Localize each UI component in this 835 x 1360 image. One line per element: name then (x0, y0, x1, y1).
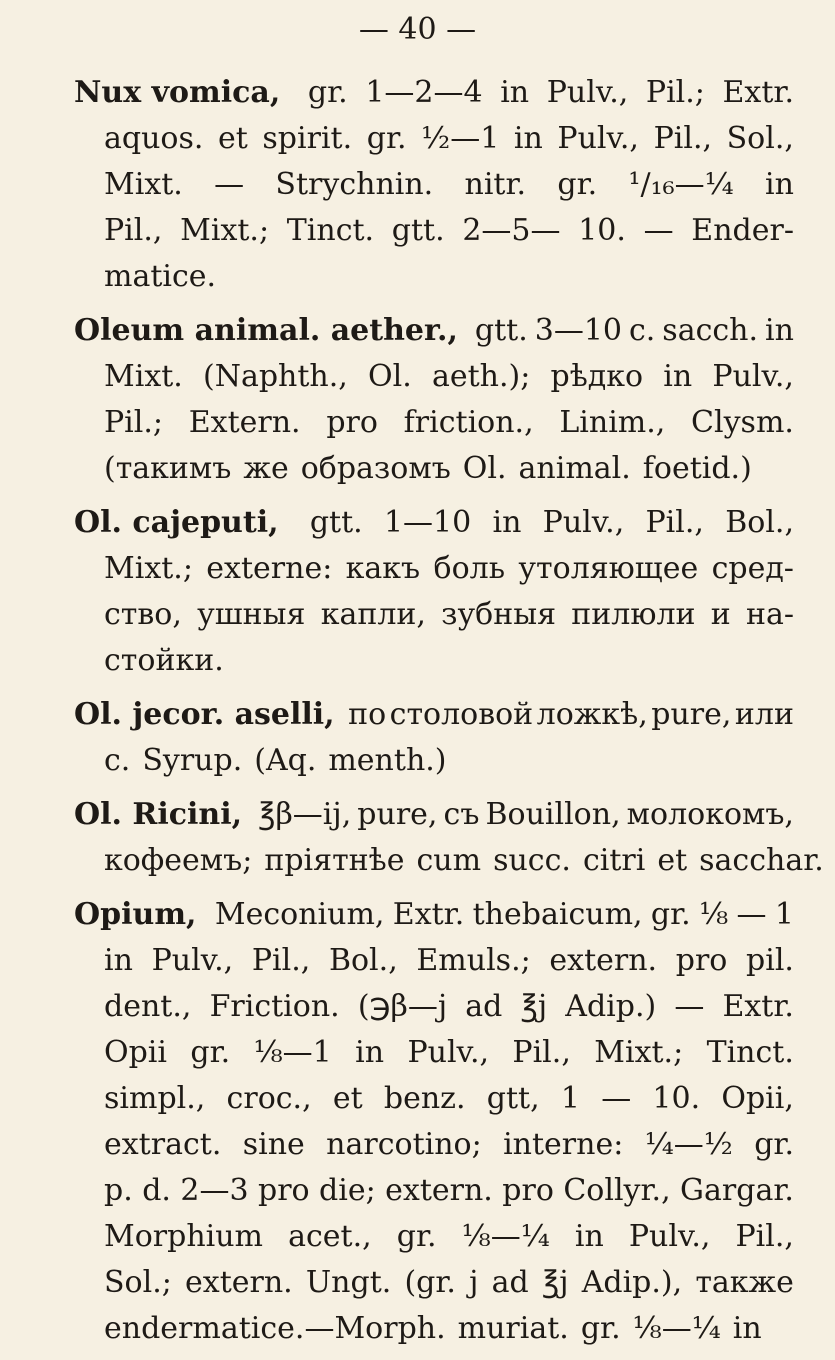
word: gr. (307, 75, 348, 110)
word: Morphium (104, 1219, 264, 1254)
word: Bol., (725, 505, 794, 540)
entry-line (74, 1214, 794, 1260)
word: (такимъ (104, 451, 232, 486)
word: cum (416, 843, 482, 878)
word: — (736, 897, 767, 932)
entry-line (74, 446, 794, 492)
word: pro (258, 1173, 310, 1208)
word: 10. (652, 1081, 701, 1116)
entry-line (74, 208, 794, 254)
word: или (734, 697, 794, 732)
word: simpl., (104, 1081, 206, 1116)
word: pro (326, 405, 378, 440)
word: succ. (493, 843, 571, 878)
word: (Naphth., (203, 359, 348, 394)
word: pure, (651, 697, 732, 732)
page-number: — 40 — (358, 12, 477, 47)
entry-first-line (74, 792, 794, 838)
word: gr. (754, 1127, 794, 1162)
word: endermatice.—Morph. (104, 1311, 446, 1346)
drug-entry (74, 692, 794, 784)
word: ½—1 (421, 121, 500, 156)
word: Pil., (251, 943, 311, 978)
word: sacch. (662, 313, 759, 348)
word: aquos. (104, 121, 204, 156)
word: sine (242, 1127, 305, 1162)
word: dent., (104, 989, 192, 1024)
word: ство, (104, 597, 182, 632)
word: Pulv., (628, 1219, 711, 1254)
word: gr. (190, 1035, 231, 1070)
word: Mixt.; (104, 551, 193, 586)
entry-line (74, 592, 794, 638)
word: extern. (185, 1265, 293, 1300)
word: in (765, 313, 794, 348)
word: p. (104, 1173, 133, 1208)
word: ⅛ (699, 897, 729, 932)
drug-term: Ol. Ricini, (74, 797, 243, 832)
word: externe: (206, 551, 333, 586)
drug-term: Oleum animal. aether., (74, 313, 458, 348)
word: Mixt. (104, 167, 183, 202)
word: сред- (711, 551, 794, 586)
word: Gargar. (680, 1173, 794, 1208)
word: ℥j (520, 989, 548, 1024)
word: кофеемъ; (104, 843, 253, 878)
word: 2—3 (180, 1173, 249, 1208)
word: Extr. (392, 897, 465, 932)
word: на- (745, 597, 794, 632)
word: Adip.) (565, 989, 657, 1024)
word: Tinct. (706, 1035, 794, 1070)
word: ¼—½ (644, 1127, 733, 1162)
entry-line (74, 1168, 794, 1214)
word: 10. (578, 213, 626, 248)
word: (Aq. (254, 743, 317, 778)
word: pro (502, 1173, 554, 1208)
word: extern. (549, 943, 658, 978)
word: narcotino; (326, 1127, 482, 1162)
word: gr. (650, 897, 691, 932)
word: Tinct. (286, 213, 375, 248)
word: Pil., (645, 505, 704, 540)
entry-line (74, 354, 794, 400)
word: d. (142, 1173, 171, 1208)
entry-line (74, 400, 794, 446)
word: ⅛—1 (253, 1035, 332, 1070)
word: 1—10 (383, 505, 472, 540)
word: gtt. (309, 505, 363, 540)
word: Opii, (721, 1081, 794, 1116)
word: c. (104, 743, 131, 778)
pharmacopoeia-entries (74, 70, 824, 1360)
drug-term: Opium, (74, 897, 197, 932)
word: gr. (580, 1311, 621, 1346)
word: Pulv., (546, 75, 629, 110)
word: Extern. (188, 405, 301, 440)
word: Pulv., (712, 359, 794, 394)
word: же (243, 451, 289, 486)
entry-first-line (74, 70, 794, 116)
word: Mixt. (104, 359, 183, 394)
entry-line (74, 1260, 794, 1306)
entry-first-line (74, 892, 794, 938)
drug-entry (74, 70, 794, 300)
word: утоляющее (518, 551, 699, 586)
word: nitr. (464, 167, 527, 202)
word: — (643, 213, 674, 248)
word: menth.) (328, 743, 447, 778)
drug-entry (74, 500, 794, 684)
word: ⅛—¼ (632, 1311, 721, 1346)
word: Ol. (368, 359, 412, 394)
word: зубныя (441, 597, 557, 632)
entry-line (74, 116, 794, 162)
word: interne: (503, 1127, 624, 1162)
word: 1—2—4 (365, 75, 483, 110)
word: — (674, 989, 705, 1024)
word: citri (582, 843, 646, 878)
word: Meconium, (214, 897, 385, 932)
entry-line (74, 738, 794, 784)
entry-first-line (74, 308, 794, 354)
entry-line (74, 1076, 794, 1122)
entry-line (74, 838, 824, 884)
word: (gr. (404, 1265, 456, 1300)
word: Adip.), (581, 1265, 683, 1300)
entry-line (74, 1306, 794, 1352)
entry-first-line (74, 500, 794, 546)
word: Bouillon, (485, 797, 621, 832)
word: j (469, 1265, 479, 1300)
word: и (710, 597, 731, 632)
word: in (104, 943, 133, 978)
word: Sol.; (104, 1265, 172, 1300)
word: in (492, 505, 522, 540)
word: образомъ (300, 451, 451, 486)
word: пріятнѣе (264, 843, 405, 878)
word: капли, (320, 597, 426, 632)
word: по (348, 697, 387, 732)
drug-entry (74, 892, 794, 1352)
word: — (214, 167, 245, 202)
word: c. (628, 313, 656, 348)
word: съ (443, 797, 480, 832)
word: Pulv., (151, 943, 234, 978)
word: in (765, 167, 794, 202)
word: Extr. (722, 75, 794, 110)
word: Pil., (653, 121, 713, 156)
entry-line (74, 938, 794, 984)
word: thebaicum, (472, 897, 643, 932)
word: Extr. (722, 989, 794, 1024)
word: animal. (518, 451, 631, 486)
word: Pil.; (104, 405, 164, 440)
word: 1 (774, 897, 794, 932)
word: рѣдко (550, 359, 644, 394)
word: muriat. (457, 1311, 569, 1346)
word: et (657, 843, 688, 878)
word: Linim., (559, 405, 666, 440)
word: in (513, 121, 543, 156)
word: benz. (383, 1081, 466, 1116)
word: 3—10 (534, 313, 623, 348)
word: ad (491, 1265, 529, 1300)
word: pure, (357, 797, 438, 832)
word: Pil., (735, 1219, 794, 1254)
entry-line (74, 546, 794, 592)
word: Strychnin. (275, 167, 434, 202)
word: gr. (557, 167, 598, 202)
word: ad (465, 989, 503, 1024)
drug-entry (74, 308, 794, 492)
word: et (332, 1081, 363, 1116)
word: молокомъ, (626, 797, 794, 832)
word: in (732, 1311, 762, 1346)
drug-term: Nux vomica, (74, 75, 281, 110)
word: Pulv., (542, 505, 625, 540)
word: extract. (104, 1127, 222, 1162)
word: ℥β—ij, (258, 797, 352, 832)
entry-line (74, 1122, 794, 1168)
entry-first-line (74, 692, 794, 738)
word: foetid.) (642, 451, 752, 486)
word: Collyr., (563, 1173, 671, 1208)
word: Opii (104, 1035, 167, 1070)
word: ложкѣ, (536, 697, 648, 732)
word: 2—5— (462, 213, 561, 248)
word: in (500, 75, 530, 110)
word: in (355, 1035, 385, 1070)
word: acet., (288, 1219, 372, 1254)
word: Friction. (209, 989, 340, 1024)
entry-line (74, 638, 794, 684)
word: pil. (746, 943, 794, 978)
drug-term: Ol. cajeputi, (74, 505, 279, 540)
drug-entry (74, 792, 824, 884)
entry-line (74, 162, 794, 208)
entry-line (74, 254, 794, 300)
word: Ender- (691, 213, 794, 248)
word: какъ (345, 551, 421, 586)
word: (℈β—j (357, 989, 448, 1024)
word: ℥j (541, 1265, 569, 1300)
word: ушныя (197, 597, 306, 632)
word: Syrup. (142, 743, 243, 778)
word: Pulv., (557, 121, 639, 156)
word: matice. (104, 259, 217, 294)
word: gr. (396, 1219, 437, 1254)
word: Pil.; (645, 75, 705, 110)
word: 1 (560, 1081, 580, 1116)
word: pro (675, 943, 728, 978)
word: aeth.); (431, 359, 531, 394)
drug-term: Ol. jecor. aselli, (74, 697, 335, 732)
word: Mixt.; (594, 1035, 684, 1070)
word: Pil., (512, 1035, 571, 1070)
word: Pil., (104, 213, 163, 248)
word: стойки. (104, 643, 224, 678)
word: Clysm. (691, 405, 794, 440)
word: gr. (366, 121, 407, 156)
word: sacchar. (699, 843, 824, 878)
word: Emuls.; (416, 943, 531, 978)
word: Bol., (328, 943, 398, 978)
word: боль (433, 551, 506, 586)
word: ¹/₁₆—¼ (628, 167, 734, 202)
word: — (601, 1081, 632, 1116)
word: croc., (226, 1081, 312, 1116)
word: die; (319, 1173, 376, 1208)
word: spirit. (262, 121, 353, 156)
word: in (663, 359, 693, 394)
word: Ol. (462, 451, 507, 486)
word: Mixt.; (180, 213, 270, 248)
word: также (695, 1265, 794, 1300)
word: столовой (389, 697, 534, 732)
word: Sol., (726, 121, 794, 156)
word: Pulv., (407, 1035, 490, 1070)
word: пилюли (571, 597, 696, 632)
word: in (574, 1219, 604, 1254)
word: gtt. (474, 313, 528, 348)
entry-line (74, 984, 794, 1030)
word: gtt. (391, 213, 445, 248)
word: friction., (403, 405, 534, 440)
word: extern. (385, 1173, 493, 1208)
entry-line (74, 1030, 794, 1076)
word: gtt, (486, 1081, 540, 1116)
word: Ungt. (305, 1265, 392, 1300)
word: ⅛—¼ (461, 1219, 550, 1254)
word: et (218, 121, 248, 156)
